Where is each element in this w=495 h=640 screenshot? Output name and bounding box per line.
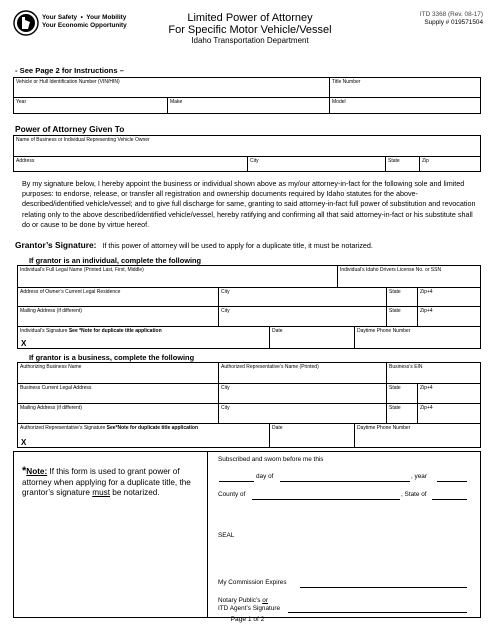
page-number: Page 1 of 2	[230, 616, 265, 623]
individual-residence-field[interactable]	[18, 287, 218, 306]
title-number-label: Title Number	[332, 79, 361, 85]
individual-state-field[interactable]	[386, 287, 417, 306]
notary-signature-line[interactable]	[288, 612, 467, 613]
individual-date-field[interactable]	[269, 326, 354, 349]
notary-signature-label	[218, 597, 280, 613]
slogan-safety: Your Safety	[42, 14, 78, 21]
individual-name-field[interactable]	[18, 266, 337, 287]
instructions-note: - See Page 2 for Instructions –	[15, 66, 124, 75]
title-line-1: Limited Power of Attorney	[187, 12, 313, 24]
note-star: *	[22, 465, 27, 477]
business-date-label: Date	[272, 425, 283, 431]
notary-day-line[interactable]	[219, 481, 254, 482]
notary-seal: SEAL	[218, 532, 235, 539]
individual-heading: If grantor is an individual, complete the following	[29, 256, 202, 265]
individual-phone-field[interactable]	[354, 326, 481, 349]
note-text	[22, 466, 204, 499]
poa-name-label: Name of Business or Individual Representing Vehicle Owner	[16, 137, 150, 143]
model-label: Model	[332, 99, 346, 105]
individual-zip-field[interactable]	[417, 287, 481, 306]
notary-state-of: , State of	[401, 491, 427, 498]
business-ein-field[interactable]	[386, 363, 481, 383]
individual-mailing-label: Mailing Address (if different)	[20, 308, 82, 314]
business-signature-note: See*Note for duplicate title application	[106, 425, 199, 431]
note-text-1: If this form is used to grant power of attorney when applying for a duplicate title, the grantor’s signature	[22, 467, 191, 498]
business-heading: If grantor is a business, complete the following	[29, 353, 195, 362]
form-number-block	[420, 11, 483, 27]
individual-zip-label: Zip+4	[420, 289, 433, 295]
business-zip-label: Zip+4	[420, 385, 433, 391]
business-signature-label: Authorized Representative’s Signature	[20, 425, 107, 431]
individual-mailing-zip-label: Zip+4	[420, 308, 433, 314]
poa-city-label: City	[250, 158, 259, 164]
poa-section	[13, 135, 481, 172]
grantor-heading: Grantor’s Signature:	[15, 240, 97, 250]
notary-line-1: Notary Public’s	[218, 597, 263, 604]
business-ein-label: Business’s EIN	[389, 364, 423, 370]
year-field[interactable]	[14, 97, 167, 114]
business-state-field[interactable]	[386, 383, 417, 403]
individual-state-label: State	[389, 289, 401, 295]
individual-section	[17, 265, 481, 349]
note-word: Note:	[26, 467, 48, 476]
business-signature-field[interactable]	[18, 423, 269, 448]
business-state-label: State	[389, 385, 401, 391]
individual-signature-label-row	[20, 328, 162, 334]
grantor-note: If this power of attorney will be used to apply for a duplicate title, it must be notarized.	[102, 241, 373, 250]
notary-day-of: day of	[256, 473, 274, 480]
form-title	[150, 12, 350, 46]
individual-license-label: Individual’s Idaho Drivers License No. or SSN	[340, 267, 442, 273]
business-section	[17, 362, 481, 448]
individual-mailing-zip-field[interactable]	[417, 306, 481, 326]
supply-number: Supply # 019571504	[424, 19, 483, 26]
notary-month-line[interactable]	[280, 481, 410, 482]
vin-field[interactable]	[14, 78, 329, 97]
individual-city-label: City	[221, 289, 230, 295]
note-text-2: be notarized.	[110, 488, 160, 498]
notary-state-line[interactable]	[432, 499, 467, 500]
individual-x-mark: X	[21, 339, 27, 348]
business-phone-label: Daytime Phone Number	[357, 425, 411, 431]
poa-zip-label: Zip	[422, 158, 429, 164]
individual-signature-note: See *Note for duplicate title application	[68, 328, 162, 334]
business-name-field[interactable]	[18, 363, 218, 383]
individual-mailing-state-label: State	[389, 308, 401, 314]
vehicle-section	[13, 77, 481, 114]
individual-name-label: Individual’s Full Legal Name (Printed Last, First, Middle)	[20, 267, 144, 273]
notary-commission-line[interactable]	[300, 587, 467, 588]
notary-county-line[interactable]	[252, 499, 400, 500]
individual-mailing-state-field[interactable]	[386, 306, 417, 326]
individual-city-field[interactable]	[218, 287, 386, 306]
department-name: Idaho Transportation Department	[191, 36, 309, 45]
poa-zip-field[interactable]	[419, 156, 481, 172]
business-mailing-zip-field[interactable]	[417, 403, 481, 423]
individual-mailing-city-label: City	[221, 308, 230, 314]
poa-address-label: Address	[16, 158, 35, 164]
business-address-field[interactable]	[18, 383, 218, 403]
individual-mailing-city-field[interactable]	[218, 306, 386, 326]
notary-box	[208, 451, 481, 618]
business-mailing-label: Mailing Address (if different)	[20, 405, 82, 411]
business-rep-name-field[interactable]	[218, 363, 386, 383]
individual-license-field[interactable]	[337, 266, 481, 287]
year-label: Year	[16, 99, 27, 105]
notary-subscribed: Subscribed and sworn before me this	[218, 456, 324, 463]
notary-commission: My Commission Expires	[218, 579, 287, 586]
title-line-2: For Specific Motor Vehicle/Vessel	[168, 24, 332, 36]
business-mailing-state-label: State	[389, 405, 401, 411]
grantor-heading-row	[15, 240, 373, 250]
business-name-label: Authorizing Business Name	[20, 364, 82, 370]
business-city-label: City	[221, 385, 230, 391]
business-zip-field[interactable]	[417, 383, 481, 403]
business-x-mark: X	[21, 438, 27, 447]
poa-address-field[interactable]	[14, 156, 247, 172]
poa-heading: Power of Attorney Given To	[15, 124, 125, 134]
model-field[interactable]	[329, 97, 481, 114]
poa-paragraph: By my signature below, I hereby appoint the business or individual shown above as my/our attorney-in-fact for the following sole and limited purposes: to endorse, release, or transfer all registration and ownership documents required by Idaho statutes for the above-described/identified vehicle/vessel; and to give full discharge for same, granting to said attorney-in-fact full power of substitution and revocation relating only to the above described/identified vehicle/vessel, hereby ratifying and confirming all that said attorney-in-fact or his substitute shall do or cause to be done by virtue hereof.	[22, 179, 476, 229]
business-signature-label-row	[20, 425, 198, 431]
idaho-logo-icon	[13, 10, 39, 36]
individual-phone-label: Daytime Phone Number	[357, 328, 411, 334]
make-label: Make	[170, 99, 183, 105]
individual-signature-field[interactable]	[18, 326, 269, 349]
note-box	[13, 451, 208, 618]
business-mailing-field[interactable]	[18, 403, 218, 423]
notary-year-line[interactable]	[437, 481, 467, 482]
poa-state-field[interactable]	[385, 156, 419, 172]
business-city-field[interactable]	[218, 383, 386, 403]
slogan-mobility: Your Mobility	[86, 14, 127, 21]
business-mailing-city-field[interactable]	[218, 403, 386, 423]
individual-signature-label: Individual’s Signature	[20, 328, 69, 334]
title-number-field[interactable]	[329, 78, 481, 97]
notary-county-of: County of	[218, 491, 246, 498]
business-mailing-city-label: City	[221, 405, 230, 411]
slogan-opportunity: Your Economic Opportunity	[42, 22, 127, 29]
business-address-label: Business Current Legal Address	[20, 385, 92, 391]
form-number: ITD 3368 (Rev. 08-17)	[419, 11, 483, 18]
business-mailing-state-field[interactable]	[386, 403, 417, 423]
business-date-field[interactable]	[269, 423, 354, 448]
business-rep-name-label: Authorized Representative’s Name (Printed)	[221, 364, 319, 370]
vin-label: Vehicle or Hull Identification Number (VIN/HIN)	[16, 79, 120, 85]
poa-name-field[interactable]	[14, 136, 481, 156]
logo-slogan: Your Safety • Your Mobility Your Economic Opportunity	[42, 14, 127, 29]
individual-date-label: Date	[272, 328, 283, 334]
poa-state-label: State	[388, 158, 400, 164]
individual-residence-label: Address of Owner’s Current Legal Residence	[20, 289, 121, 295]
note-must: must	[92, 488, 110, 498]
notary-year: , year	[411, 473, 427, 480]
notary-or: or	[262, 597, 268, 604]
itd-logo	[13, 10, 39, 36]
individual-mailing-field[interactable]	[18, 306, 218, 326]
poa-city-field[interactable]	[247, 156, 385, 172]
business-mailing-zip-label: Zip+4	[420, 405, 433, 411]
notary-line-2: ITD Agent’s Signature	[218, 605, 281, 612]
business-phone-field[interactable]	[354, 423, 481, 448]
make-field[interactable]	[167, 97, 329, 114]
